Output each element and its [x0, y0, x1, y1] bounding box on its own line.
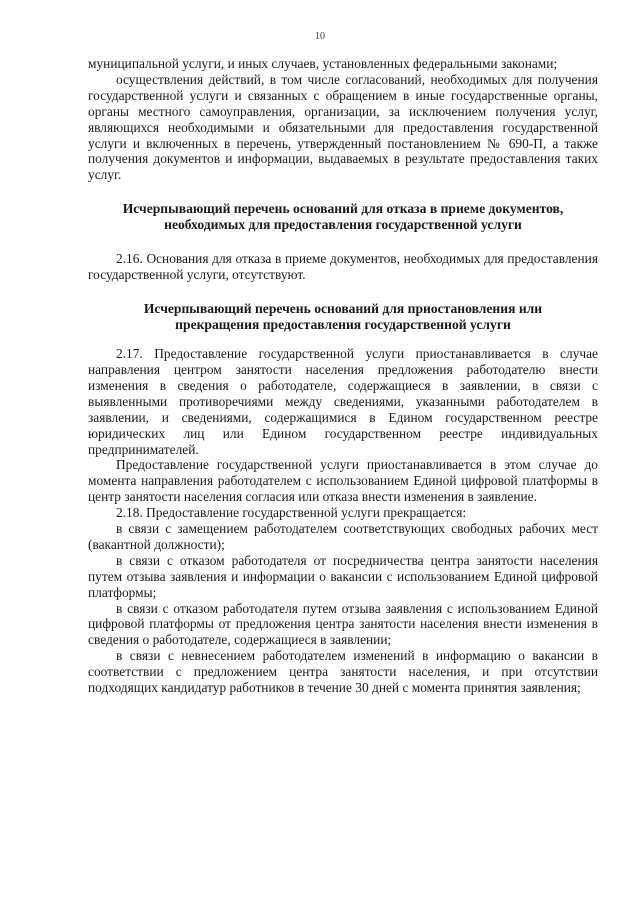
page-number: 10 — [315, 31, 325, 42]
paragraph-suspension-period: Предоставление государственной услуги приостанавливается в этом случае до момента направления работодателем с использованием Единой цифровой платформы в центр занятости населения согласия или отказа внести изменения в заявление. — [88, 457, 598, 505]
section-heading-suspension: Исчерпывающий перечень оснований для приостановления или прекращения предоставления государственной услуги — [143, 301, 543, 333]
paragraph-2-18: 2.18. Предоставление государственной услуги прекращается: — [116, 505, 467, 521]
section-heading-refusal: Исчерпывающий перечень оснований для отказа в приеме документов, необходимых для предоставления государственной услуги — [122, 201, 564, 233]
list-item-changes-refusal: в связи с отказом работодателя путем отзыва заявления с использованием Единой цифровой платформы от предложения центра занятости населения внести изменения в сведения о работодателе, содержащиеся в заявлении; — [88, 600, 598, 648]
list-item-no-changes: в связи с невнесением работодателем изменений в информацию о вакансии в соответствии с предложением центра занятости населения, и при отсутствии подходящих кандидатур работников в течение 30 дней с момента принятия заявления; — [88, 648, 598, 696]
paragraph-2-17: 2.17. Предоставление государственной услуги приостанавливается в случае направления центром занятости населения предложения работодателю внести изменения в сведения о работодателе, содержащиеся в заявлении, в связи с выявленными противоречиями между сведениями, указанными работодателем в заявлении, и сведениями, содержащимися в Едином государственном реестре юридических лиц или Едином государственном реестре индивидуальных предпринимателей. — [88, 346, 598, 457]
document-body — [88, 56, 598, 696]
list-item-mediation-refusal: в связи с отказом работодателя от посредничества центра занятости населения путем отзыва заявления и информации о вакансии с использованием Единой цифровой платформы; — [88, 552, 598, 600]
list-item-vacancy-filled: в связи с замещением работодателем соответствующих свободных рабочих мест (вакантной должности); — [88, 521, 598, 552]
paragraph-continuation: муниципальной услуги, и иных случаев, установленных федеральными законами; — [88, 56, 558, 71]
paragraph-2-16: 2.16. Основания для отказа в приеме документов, необходимых для предоставления государственной услуги, отсутствуют. — [88, 251, 598, 283]
paragraph-actions: осуществления действий, в том числе согласований, необходимых для получения государственной услуги и связанных с обращением в иные государственные органы, органы местного самоуправления, организации, за исключением получения услуг, являющихся необходимыми и обязательными для предоставления государственной услуги и включенных в перечень, утвержденный постановлением № 690-П, а также получения документов и информации, выдаваемых в результате предоставления таких услуг. — [88, 71, 598, 183]
